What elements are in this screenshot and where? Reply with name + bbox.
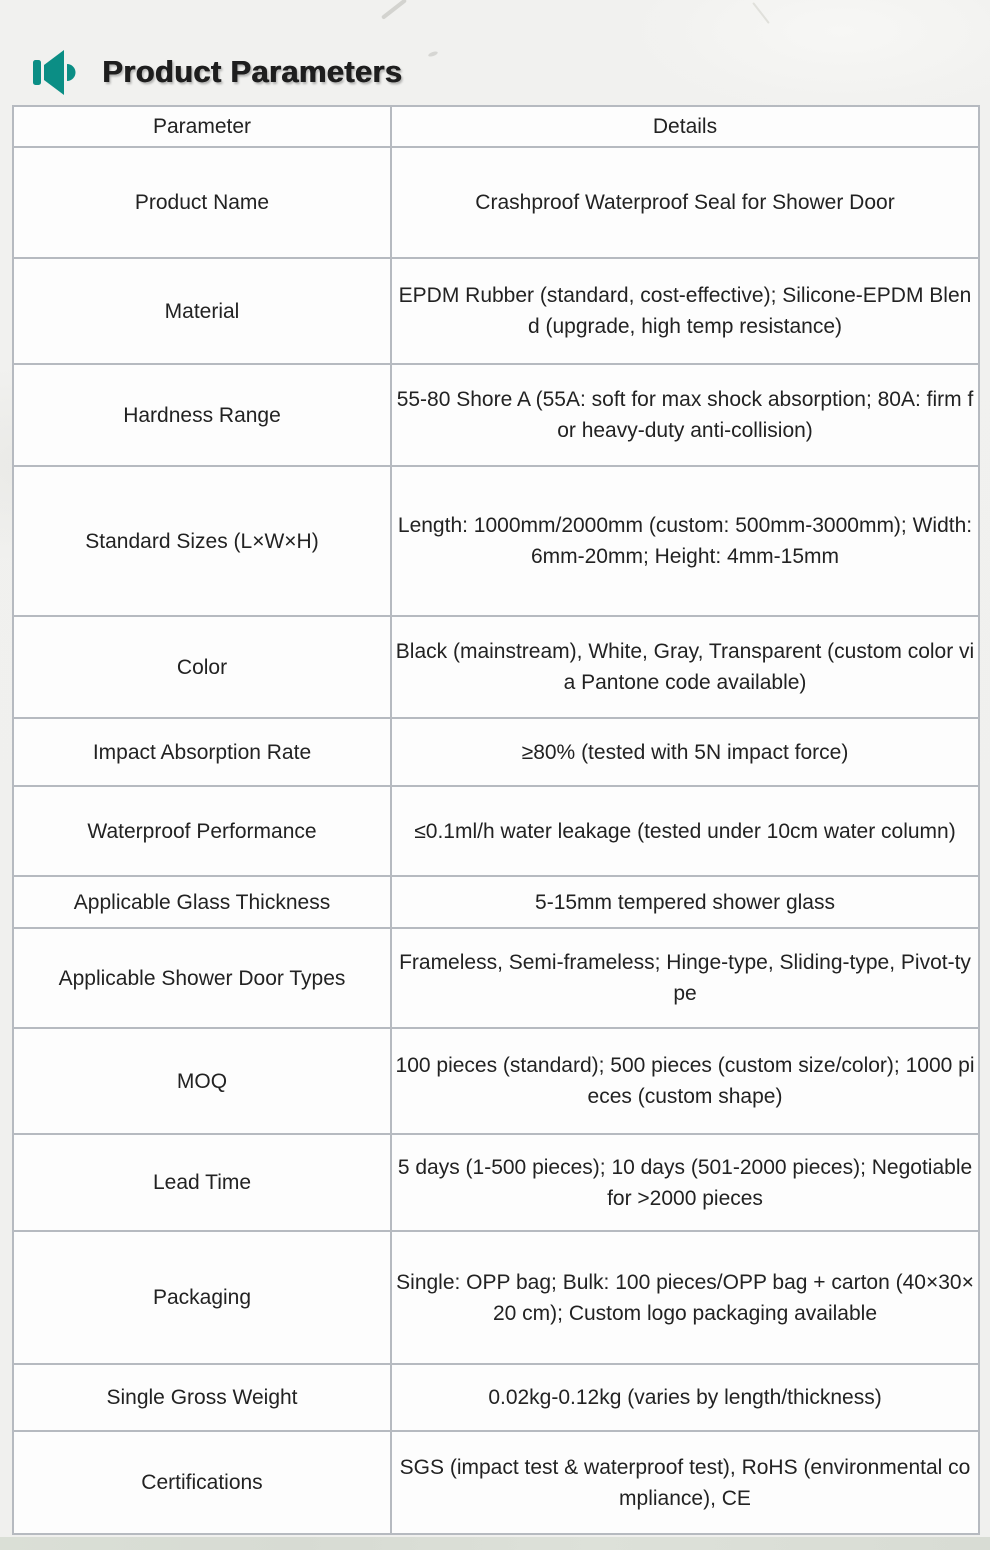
parameter-cell: Standard Sizes (L×W×H): [13, 466, 391, 616]
table-row: [13, 1231, 979, 1364]
parameter-cell: Product Name: [13, 147, 391, 258]
details-cell: ≤0.1ml/h water leakage (tested under 10cm water column): [391, 786, 979, 876]
table-row: [13, 928, 979, 1028]
table-row: [13, 364, 979, 466]
parameter-cell: Single Gross Weight: [13, 1364, 391, 1431]
speaker-icon: [30, 46, 82, 98]
parameter-cell: Lead Time: [13, 1134, 391, 1231]
details-cell: 55-80 Shore A (55A: soft for max shock absorption; 80A: firm for heavy-duty anti-collision): [391, 364, 979, 466]
details-cell: Black (mainstream), White, Gray, Transparent (custom color via Pantone code available): [391, 616, 979, 718]
background-texture-strip: [0, 1537, 990, 1550]
details-cell: SGS (impact test & waterproof test), RoHS (environmental compliance), CE: [391, 1431, 979, 1534]
table-row: [13, 1364, 979, 1431]
details-cell: Crashproof Waterproof Seal for Shower Door: [391, 147, 979, 258]
section-header: [30, 44, 402, 100]
details-cell: ≥80% (tested with 5N impact force): [391, 718, 979, 786]
details-cell: 5-15mm tempered shower glass: [391, 876, 979, 928]
parameter-cell: MOQ: [13, 1028, 391, 1134]
parameter-cell: Applicable Glass Thickness: [13, 876, 391, 928]
table-row: [13, 786, 979, 876]
table-row: [13, 1134, 979, 1231]
parameter-cell: Hardness Range: [13, 364, 391, 466]
table-row: [13, 876, 979, 928]
page-title: Product Parameters: [102, 54, 403, 89]
details-cell: 5 days (1-500 pieces); 10 days (501-2000 pieces); Negotiable for >2000 pieces: [391, 1134, 979, 1231]
table-row: [13, 258, 979, 364]
parameter-cell: Color: [13, 616, 391, 718]
table-header-row: [13, 106, 979, 147]
details-cell: Single: OPP bag; Bulk: 100 pieces/OPP bag + carton (40×30×20 cm); Custom logo packaging available: [391, 1231, 979, 1364]
table-row: [13, 1431, 979, 1534]
table-row: [13, 147, 979, 258]
details-cell: Frameless, Semi-frameless; Hinge-type, Sliding-type, Pivot-type: [391, 928, 979, 1028]
parameter-cell: Certifications: [13, 1431, 391, 1534]
paper-speck-decoration: [428, 50, 439, 57]
details-cell: Length: 1000mm/2000mm (custom: 500mm-3000mm); Width: 6mm-20mm; Height: 4mm-15mm: [391, 466, 979, 616]
details-cell: 100 pieces (standard); 500 pieces (custom size/color); 1000 pieces (custom shape): [391, 1028, 979, 1134]
parameter-cell: Packaging: [13, 1231, 391, 1364]
parameter-cell: Impact Absorption Rate: [13, 718, 391, 786]
table-row: [13, 616, 979, 718]
table-row: [13, 466, 979, 616]
product-parameters-table: [12, 105, 980, 1535]
paper-scratch-decoration: [752, 2, 770, 24]
parameter-cell: Material: [13, 258, 391, 364]
table-row: [13, 1028, 979, 1134]
paper-scratch-decoration: [381, 0, 407, 20]
details-cell: 0.02kg-0.12kg (varies by length/thickness): [391, 1364, 979, 1431]
details-cell: EPDM Rubber (standard, cost-effective); Silicone-EPDM Blend (upgrade, high temp resistance): [391, 258, 979, 364]
table-row: [13, 718, 979, 786]
parameter-cell: Applicable Shower Door Types: [13, 928, 391, 1028]
parameter-cell: Waterproof Performance: [13, 786, 391, 876]
details-column-header: Details: [391, 106, 979, 147]
parameter-column-header: Parameter: [13, 106, 391, 147]
